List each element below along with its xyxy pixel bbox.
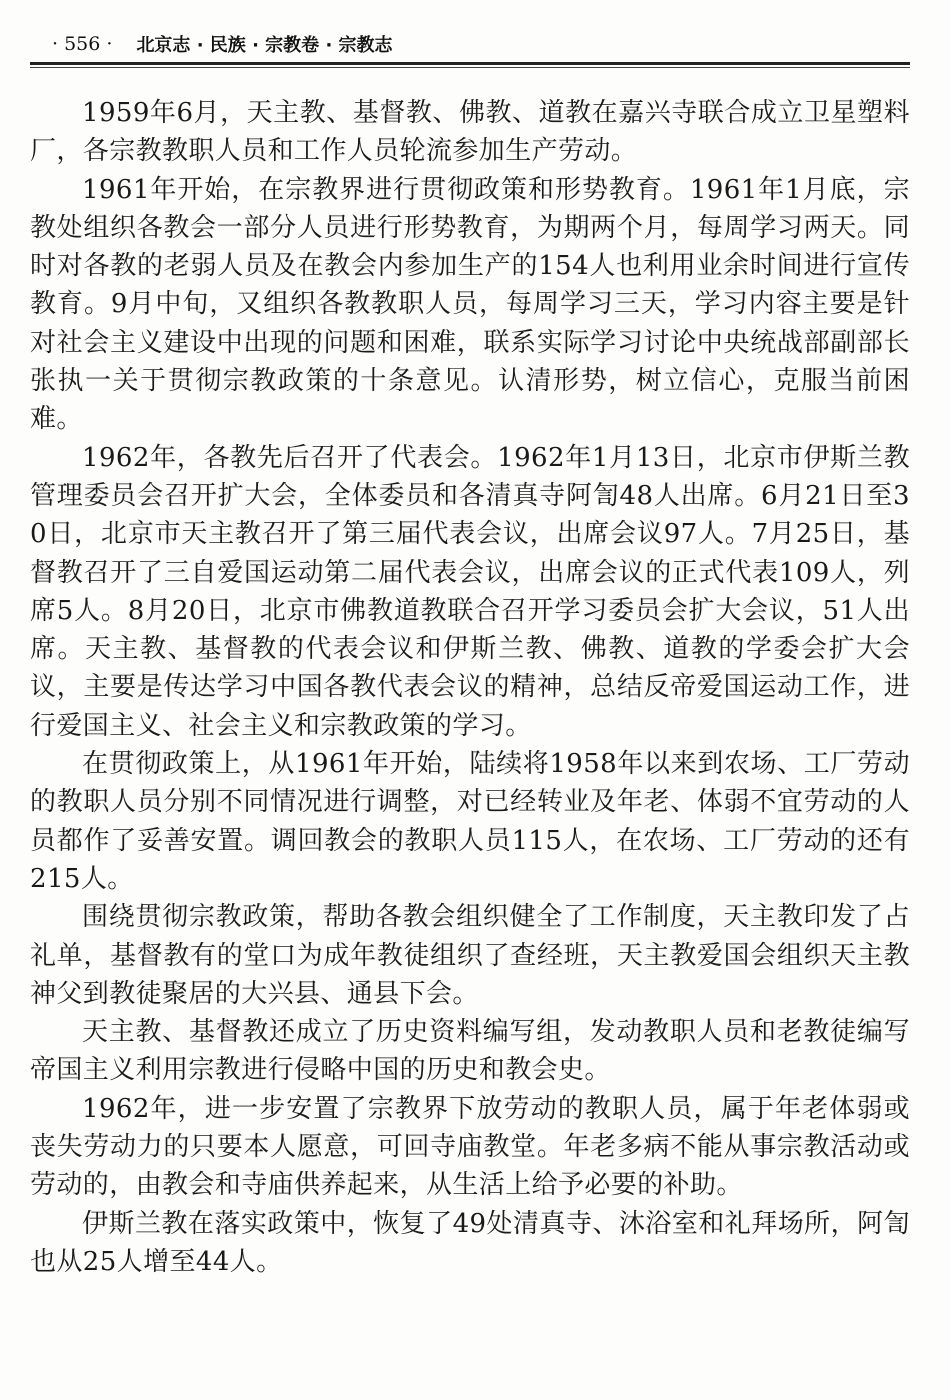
running-header: [52, 26, 393, 62]
paragraph-1: 1959年6月，天主教、基督教、佛教、道教在嘉兴寺联合成立卫星塑料厂，各宗教教职人员和工作人员轮流参加生产劳动。: [30, 98, 910, 167]
body-text: [30, 94, 910, 1281]
paragraph-8: 伊斯兰教在落实政策中，恢复了49处清真寺、沐浴室和礼拜场所，阿訇也从25人增至44人。: [30, 1208, 910, 1277]
header-rule: [30, 62, 910, 65]
paragraph-5: 围绕贯彻宗教政策，帮助各教会组织健全了工作制度，天主教印发了占礼单，基督教有的堂口为成年教徒组织了查经班，天主教爱国会组织天主教神父到教徒聚居的大兴县、通县下会。: [30, 902, 910, 1009]
paragraph-3: 1962年，各教先后召开了代表会。1962年1月13日，北京市伊斯兰教管理委员会召开扩大会，全体委员和各清真寺阿訇48人出席。6月21日至30日，北京市天主教召开了第三届代表会议，出席会议97人。7月25日，基督教召开了三自爱国运动第二届代表会议，出席会议的正式代表109人，列席5人。8月20日，北京市佛教道教联合召开学习委员会扩大会议，51人出席。天主教、基督教的代表会议和伊斯兰教、佛教、道教的学委会扩大会议，主要是传达学习中国各教代表会议的精神，总结反帝爱国运动工作，进行爱国主义、社会主义和宗教政策的学习。: [30, 442, 910, 741]
running-title: 北京志 · 民族 · 宗教卷 · 宗教志: [136, 35, 393, 56]
paragraph-7: 1962年，进一步安置了宗教界下放劳动的教职人员，属于年老体弱或丧失劳动力的只要本人愿意，可回寺庙教堂。年老多病不能从事宗教活动或劳动的，由教会和寺庙供养起来，从生活上给予必要的补助。: [30, 1093, 910, 1201]
paragraph-4: 在贯彻政策上，从1961年开始，陆续将1958年以来到农场、工厂劳动的教职人员分别不同情况进行调整，对已经转业及年老、体弱不宜劳动的人员都作了妥善安置。调回教会的教职人员115人，在农场、工厂劳动的还有215人。: [30, 749, 910, 894]
header-rule-thin: [30, 67, 910, 68]
paragraph-6: 天主教、基督教还成立了历史资料编写组，发动教职人员和老教徒编写帝国主义利用宗教进行侵略中国的历史和教会史。: [30, 1017, 910, 1086]
page-number: · 556 ·: [52, 33, 113, 55]
paragraph-2: 1961年开始，在宗教界进行贯彻政策和形势教育。1961年1月底，宗教处组织各教会一部分人员进行形势教育，为期两个月，每周学习两天。同时对各教的老弱人员及在教会内参加生产的154人也利用业余时间进行宣传教育。9月中旬，又组织各教教职人员，每周学习三天，学习内容主要是针对社会主义建设中出现的问题和困难，联系实际学习讨论中央统战部副部长张执一关于贯彻宗教政策的十条意见。认清形势，树立信心，克服当前困难。: [30, 174, 910, 435]
